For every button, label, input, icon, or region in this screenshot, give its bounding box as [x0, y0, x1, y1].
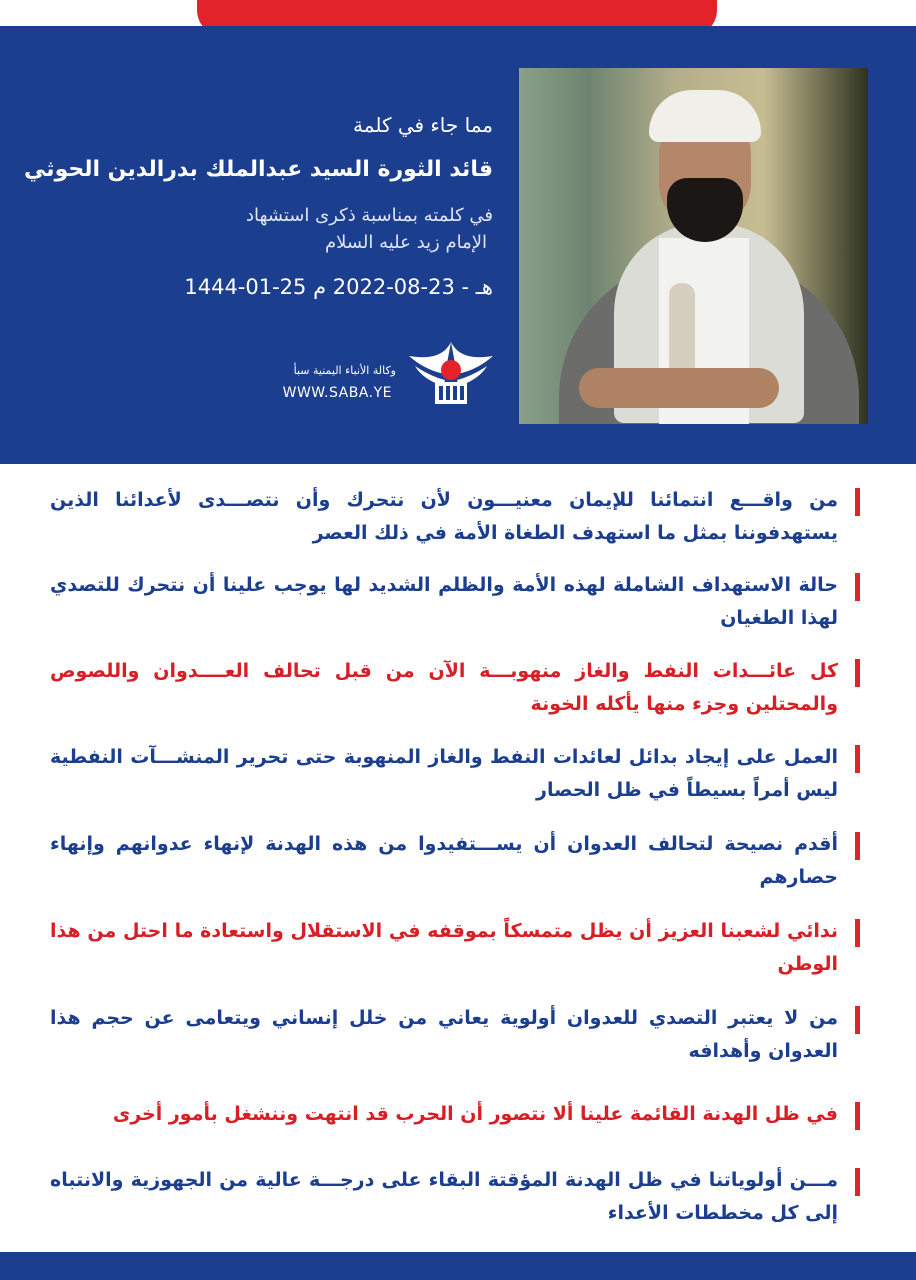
intro-text: مما جاء في كلمة	[353, 113, 493, 137]
quote-item: مـــن أولوياتنا في ظل الهدنة المؤقتة البقاء على درجـــة عالية من الجهوزية والانتباه إلى كل مخططات الأعداء	[50, 1169, 838, 1224]
quote-bar	[855, 919, 860, 947]
bottom-bar	[0, 1252, 916, 1280]
occasion-text: في كلمته بمناسبة ذكرى استشهاد الإمام زيد عليه السلام	[246, 205, 493, 253]
date-text: 1444-01-25 هـ - 23-08-2022 م	[184, 275, 493, 299]
quote-item: العمل على إيجاد بدائل لعائدات النفط والغاز المنهوبة حتى تحرير المنشـــآت النفطية ليس أمراً بسيطاً في ظل الحصار	[50, 746, 838, 801]
speaker-photo	[519, 68, 868, 424]
quote-bar	[855, 573, 860, 601]
quote-item: في ظل الهدنة القائمة علينا ألا نتصور أن الحرب قد انتهت وننشغل بأمور أخرى	[112, 1103, 838, 1125]
quote-bar	[855, 488, 860, 516]
quote-bar	[855, 832, 860, 860]
saba-eagle-logo-icon	[405, 334, 497, 408]
quote-item: من واقـــع انتمائنا للإيمان معنيـــون لأن نتحرك وأن نتصـــدى لأعدائنا الذين يستهدفوننا بمثل ما استهدف الطغاة الأمة في ذلك العصر	[50, 489, 838, 544]
quote-item: من لا يعتبر التصدي للعدوان أولوية يعاني من خلل إنساني ويتعامى عن حجم هذا العدوان وأهدافه	[50, 1007, 838, 1062]
quote-bar	[855, 745, 860, 773]
quote-item: حالة الاستهداف الشاملة لهذه الأمة والظلم الشديد لها يوجب علينا أن نتحرك للتصدي لهذا الطغيان	[50, 574, 838, 629]
quote-item: ندائي لشعبنا العزيز أن يظل متمسكاً بموقفه في الاستقلال واستعادة ما احتل من هذا الوطن	[50, 920, 838, 975]
agency-name: وكالة الأنباء اليمنية سبأ	[293, 364, 396, 377]
quote-item: كل عائـــدات النفط والغاز منهوبـــة الآن من قبل تحالف العــــدوان واللصوص والمحتلين وجزء منها يأكله الخونة	[50, 660, 838, 715]
quote-bar	[855, 1168, 860, 1196]
quote-bar	[855, 1102, 860, 1130]
speaker-name: قائد الثورة السيد عبدالملك بدرالدين الحوثي	[24, 157, 493, 182]
quote-bar	[855, 659, 860, 687]
quote-bar	[855, 1006, 860, 1034]
agency-url: WWW.SABA.YE	[282, 385, 392, 401]
quote-item: أقدم نصيحة لتحالف العدوان أن يســـتفيدوا من هذه الهدنة لإنهاء عدوانهم وإنهاء حصارهم	[50, 833, 838, 888]
